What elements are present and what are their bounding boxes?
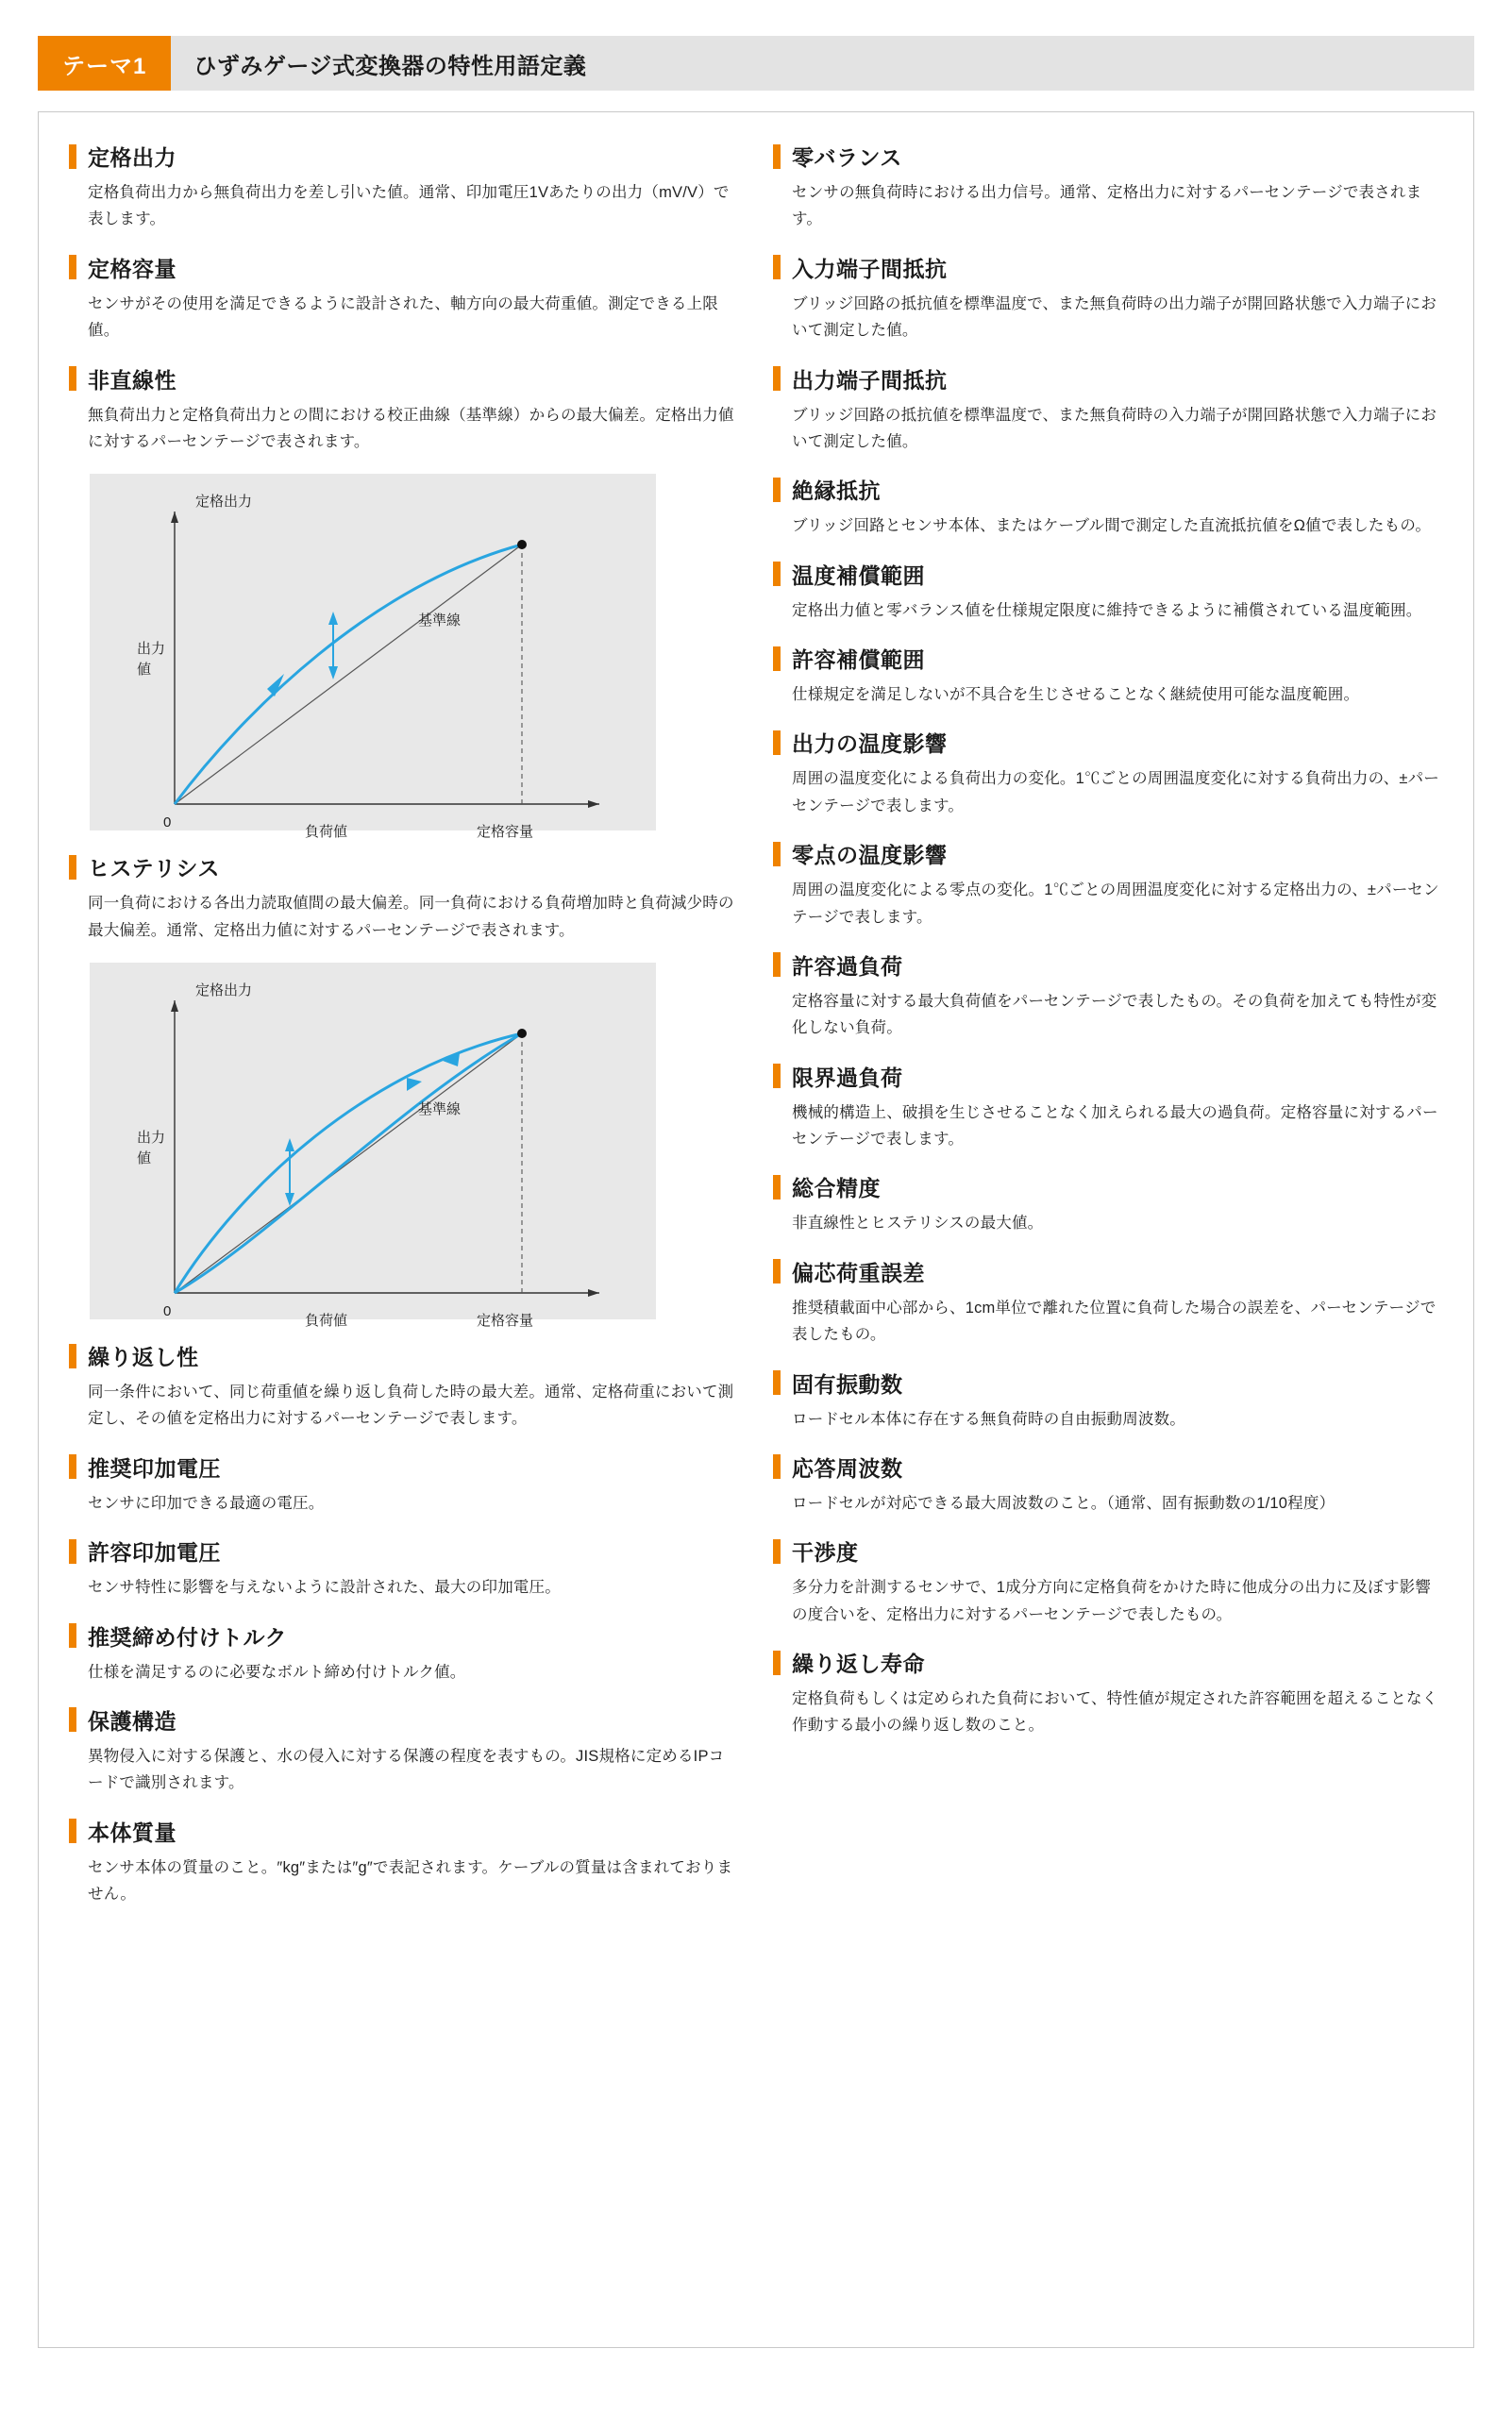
entry-head [773,1535,1441,1567]
entry-head [69,363,737,394]
term-description: ブリッジ回路とセンサ本体、またはケーブル間で測定した直流抵抗値をΩ値で表したもの。 [792,517,1432,535]
term-description: 推奨積載面中心部から、1cm単位で離れた位置に負荷した場合の誤差を、パーセンテージで表したもの。 [792,1299,1436,1344]
glossary-entry [773,1061,1441,1153]
term-description: ロードセルが対応できる最大周波数のこと。（通常、固有振動数の1/10程度） [792,1494,1336,1512]
accent-bar-icon [773,1259,781,1284]
glossary-entry [773,474,1441,539]
fig2-x-label: 負荷値 [305,1313,348,1329]
entry-head [773,363,1441,394]
glossary-entry [773,949,1441,1042]
term-description: ブリッジ回路の抵抗値を標準温度で、また無負荷時の出力端子が開回路状態で入力端子において測定した値。 [792,294,1437,340]
term-label: 本体質量 [88,1820,176,1845]
glossary-entry [69,1620,737,1686]
fig1-y-label2: 値 [137,662,152,679]
accent-bar-icon [773,1454,781,1479]
entry-head [773,474,1441,505]
term-description: 定格負荷出力から無負荷出力を差し引いた値。通常、印加電圧1Vあたりの出力（mV/V）で表します。 [88,184,730,228]
theme-header [38,36,1474,91]
left-column [69,141,737,2328]
term-description: センサがその使用を満足できるように設計された、軸方向の最大荷重値。測定できる上限値。 [88,294,718,340]
term-description: 多分力を計測するセンサで、1成分方向に定格負荷をかけた時に他成分の出力に及ぼす影響の度合いを、定格出力に対するパーセンテージで表したもの。 [792,1579,1432,1623]
fig2-x-right-label: 定格容量 [477,1313,534,1329]
glossary-entry [773,727,1441,819]
term-label: 許容補償範囲 [792,647,925,672]
glossary-entry [773,1256,1441,1349]
term-label: 絶縁抵抗 [792,478,881,504]
hysteresis-figure [90,963,656,1329]
fig1-x-right-label: 定格容量 [477,824,534,841]
fig2-y-top-label: 定格出力 [195,982,253,998]
term-description: 非直線性とヒステリシスの最大値。 [792,1215,1044,1233]
entry-head [773,252,1441,283]
glossary-entry [773,252,1441,344]
term-description: センサ本体の質量のこと。″kg″または″g″で表記されます。ケーブルの質量は含まれておりません。 [88,1858,733,1903]
glossary-entry [773,1171,1441,1236]
glossary-entry [773,643,1441,708]
glossary-entry [69,1340,737,1433]
accent-bar-icon [69,366,76,391]
term-label: 繰り返し性 [88,1345,199,1369]
accent-bar-icon [773,1651,781,1675]
entry-head [773,141,1441,172]
entry-head [773,727,1441,758]
term-description: 定格出力値と零バランス値を仕様規定限度に維持できるように補償されている温度範囲。 [792,601,1422,619]
entry-head [773,1061,1441,1092]
accent-bar-icon [69,255,76,279]
term-description: センサ特性に影響を与えないように設計された、最大の印加電圧。 [88,1579,561,1597]
accent-bar-icon [773,144,781,169]
fig2-y-label2: 値 [137,1150,152,1166]
page-title: ひずみゲージ式変換器の特性用語定義 [193,53,587,79]
term-label: 許容過負荷 [792,953,903,979]
accent-bar-icon [69,1707,76,1732]
glossary-entry [69,1535,737,1601]
entry-head [773,949,1441,981]
term-description: 周囲の温度変化による零点の変化。1℃ごとの周囲温度変化に対する定格出力の、±パーセンテージで表します。 [792,881,1439,926]
fig2-origin: 0 [163,1303,172,1319]
right-column [773,141,1441,2328]
entry-head [69,1451,737,1483]
fig2-reference-label: 基準線 [418,1101,462,1117]
term-label: 入力端子間抵抗 [792,256,948,281]
term-description: 異物侵入に対する保護と、水の侵入に対する保護の程度を表すもの。JIS規格に定めるIPコードで識別されます。 [88,1747,725,1792]
term-label: 総合精度 [792,1176,881,1201]
accent-bar-icon [773,1539,781,1564]
entry-head [69,1535,737,1567]
fig1-reference-label: 基準線 [418,612,462,629]
term-label: 温度補償範囲 [792,562,925,588]
accent-bar-icon [773,562,781,586]
glossary-entry [69,252,737,344]
nonlinearity-figure [90,474,656,841]
fig1-y-top-label: 定格出力 [195,494,253,511]
accent-bar-icon [773,842,781,866]
term-label: 保護構造 [88,1708,176,1734]
fig1-origin: 0 [163,814,172,831]
term-description: 定格負荷もしくは定められた負荷において、特性値が規定された許容範囲を超えることなく作動する最小の繰り返し数のこと。 [792,1690,1438,1735]
term-description: センサの無負荷時における出力信号。通常、定格出力に対するパーセンテージで表されます。 [792,184,1422,228]
glossary-entry [773,838,1441,931]
entry-head [773,559,1441,590]
term-label: 繰り返し寿命 [792,1652,925,1676]
accent-bar-icon [773,366,781,391]
term-description: センサに印加できる最適の電圧。 [88,1494,325,1512]
accent-bar-icon [773,255,781,279]
accent-bar-icon [69,1454,76,1479]
accent-bar-icon [773,952,781,977]
term-label: 推奨締め付けトルク [88,1624,288,1650]
term-label: 固有振動数 [792,1371,903,1397]
entry-head [69,1816,737,1847]
glossary-entry [69,141,737,233]
glossary-entry [69,363,737,456]
entry-head [69,1340,737,1371]
term-label: 出力端子間抵抗 [792,367,948,393]
term-description: 仕様を満足するのに必要なボルト締め付けトルク値。 [88,1663,466,1681]
accent-bar-icon [773,1064,781,1088]
theme-tag: テーマ1 [38,36,171,91]
term-description: 機械的構造上、破損を生じさせることなく加えられる最大の過負荷。定格容量に対するパーセンテージで表します。 [792,1103,1438,1148]
term-label: 定格出力 [88,145,176,170]
term-label: 定格容量 [88,256,176,281]
entry-head [773,1451,1441,1483]
glossary-entry [69,851,737,944]
term-description: 同一負荷における各出力読取値間の最大偏差。同一負荷における負荷増加時と負荷減少時の最大偏差。通常、定格出力値に対するパーセンテージで表されます。 [88,895,734,939]
term-label: 限界過負荷 [792,1065,903,1090]
entry-head [773,1171,1441,1202]
term-label: 出力の温度影響 [792,731,948,757]
term-description: 同一条件において、同じ荷重値を繰り返し負荷した時の最大差。通常、定格荷重において測定し、その値を定格出力に対するパーセンテージで表します。 [88,1384,734,1428]
accent-bar-icon [69,1344,76,1368]
accent-bar-icon [69,1623,76,1648]
term-label: 推奨印加電圧 [88,1455,221,1481]
entry-head [773,838,1441,869]
term-label: 零バランス [792,145,902,170]
glossary-entry [773,1647,1441,1739]
glossary-entry [773,141,1441,233]
entry-head [69,1620,737,1652]
glossary-entry [773,1451,1441,1517]
accent-bar-icon [773,1370,781,1395]
term-label: ヒステリシス [88,856,220,881]
fig1-x-label: 負荷値 [305,824,348,841]
term-description: 無負荷出力と定格負荷出力との間における校正曲線（基準線）からの最大偏差。定格出力値に対するパーセンテージで表されます。 [88,406,734,450]
entry-head [69,252,737,283]
entry-head [773,1647,1441,1678]
term-label: 応答周波数 [792,1455,903,1481]
term-label: 干渉度 [792,1540,859,1566]
entry-head [69,851,737,882]
glossary-entry [69,1816,737,1908]
glossary-entry [69,1451,737,1517]
glossary-entry [773,363,1441,456]
term-label: 非直線性 [88,367,176,393]
accent-bar-icon [773,730,781,755]
entry-head [773,643,1441,674]
accent-bar-icon [69,855,76,880]
fig1-y-label: 出力 [137,641,166,658]
glossary-entry [69,1704,737,1797]
accent-bar-icon [773,646,781,671]
accent-bar-icon [69,1819,76,1843]
accent-bar-icon [773,1175,781,1200]
term-description: 仕様規定を満足しないが不具合を生じさせることなく継続使用可能な温度範囲。 [792,686,1360,703]
accent-bar-icon [773,478,781,502]
term-description: ロードセル本体に存在する無負荷時の自由振動周波数。 [792,1410,1186,1428]
entry-head [773,1367,1441,1399]
fig2-y-label: 出力 [137,1130,166,1146]
term-description: 定格容量に対する最大負荷値をパーセンテージで表したもの。その負荷を加えても特性が変化しない負荷。 [792,992,1437,1037]
content-frame [38,111,1474,2348]
term-description: ブリッジ回路の抵抗値を標準温度で、また無負荷時の入力端子が開回路状態で入力端子において測定した値。 [792,406,1437,450]
term-label: 偏芯荷重誤差 [792,1260,925,1285]
accent-bar-icon [69,144,76,169]
glossary-entry [773,1367,1441,1433]
accent-bar-icon [69,1539,76,1564]
term-label: 許容印加電圧 [88,1540,221,1566]
term-description: 周囲の温度変化による負荷出力の変化。1℃ごとの周囲温度変化に対する負荷出力の、±パーセンテージで表します。 [792,770,1439,814]
entry-head [69,1704,737,1736]
glossary-entry [773,559,1441,624]
term-label: 零点の温度影響 [792,843,948,868]
glossary-entry [773,1535,1441,1628]
entry-head [773,1256,1441,1287]
entry-head [69,141,737,172]
